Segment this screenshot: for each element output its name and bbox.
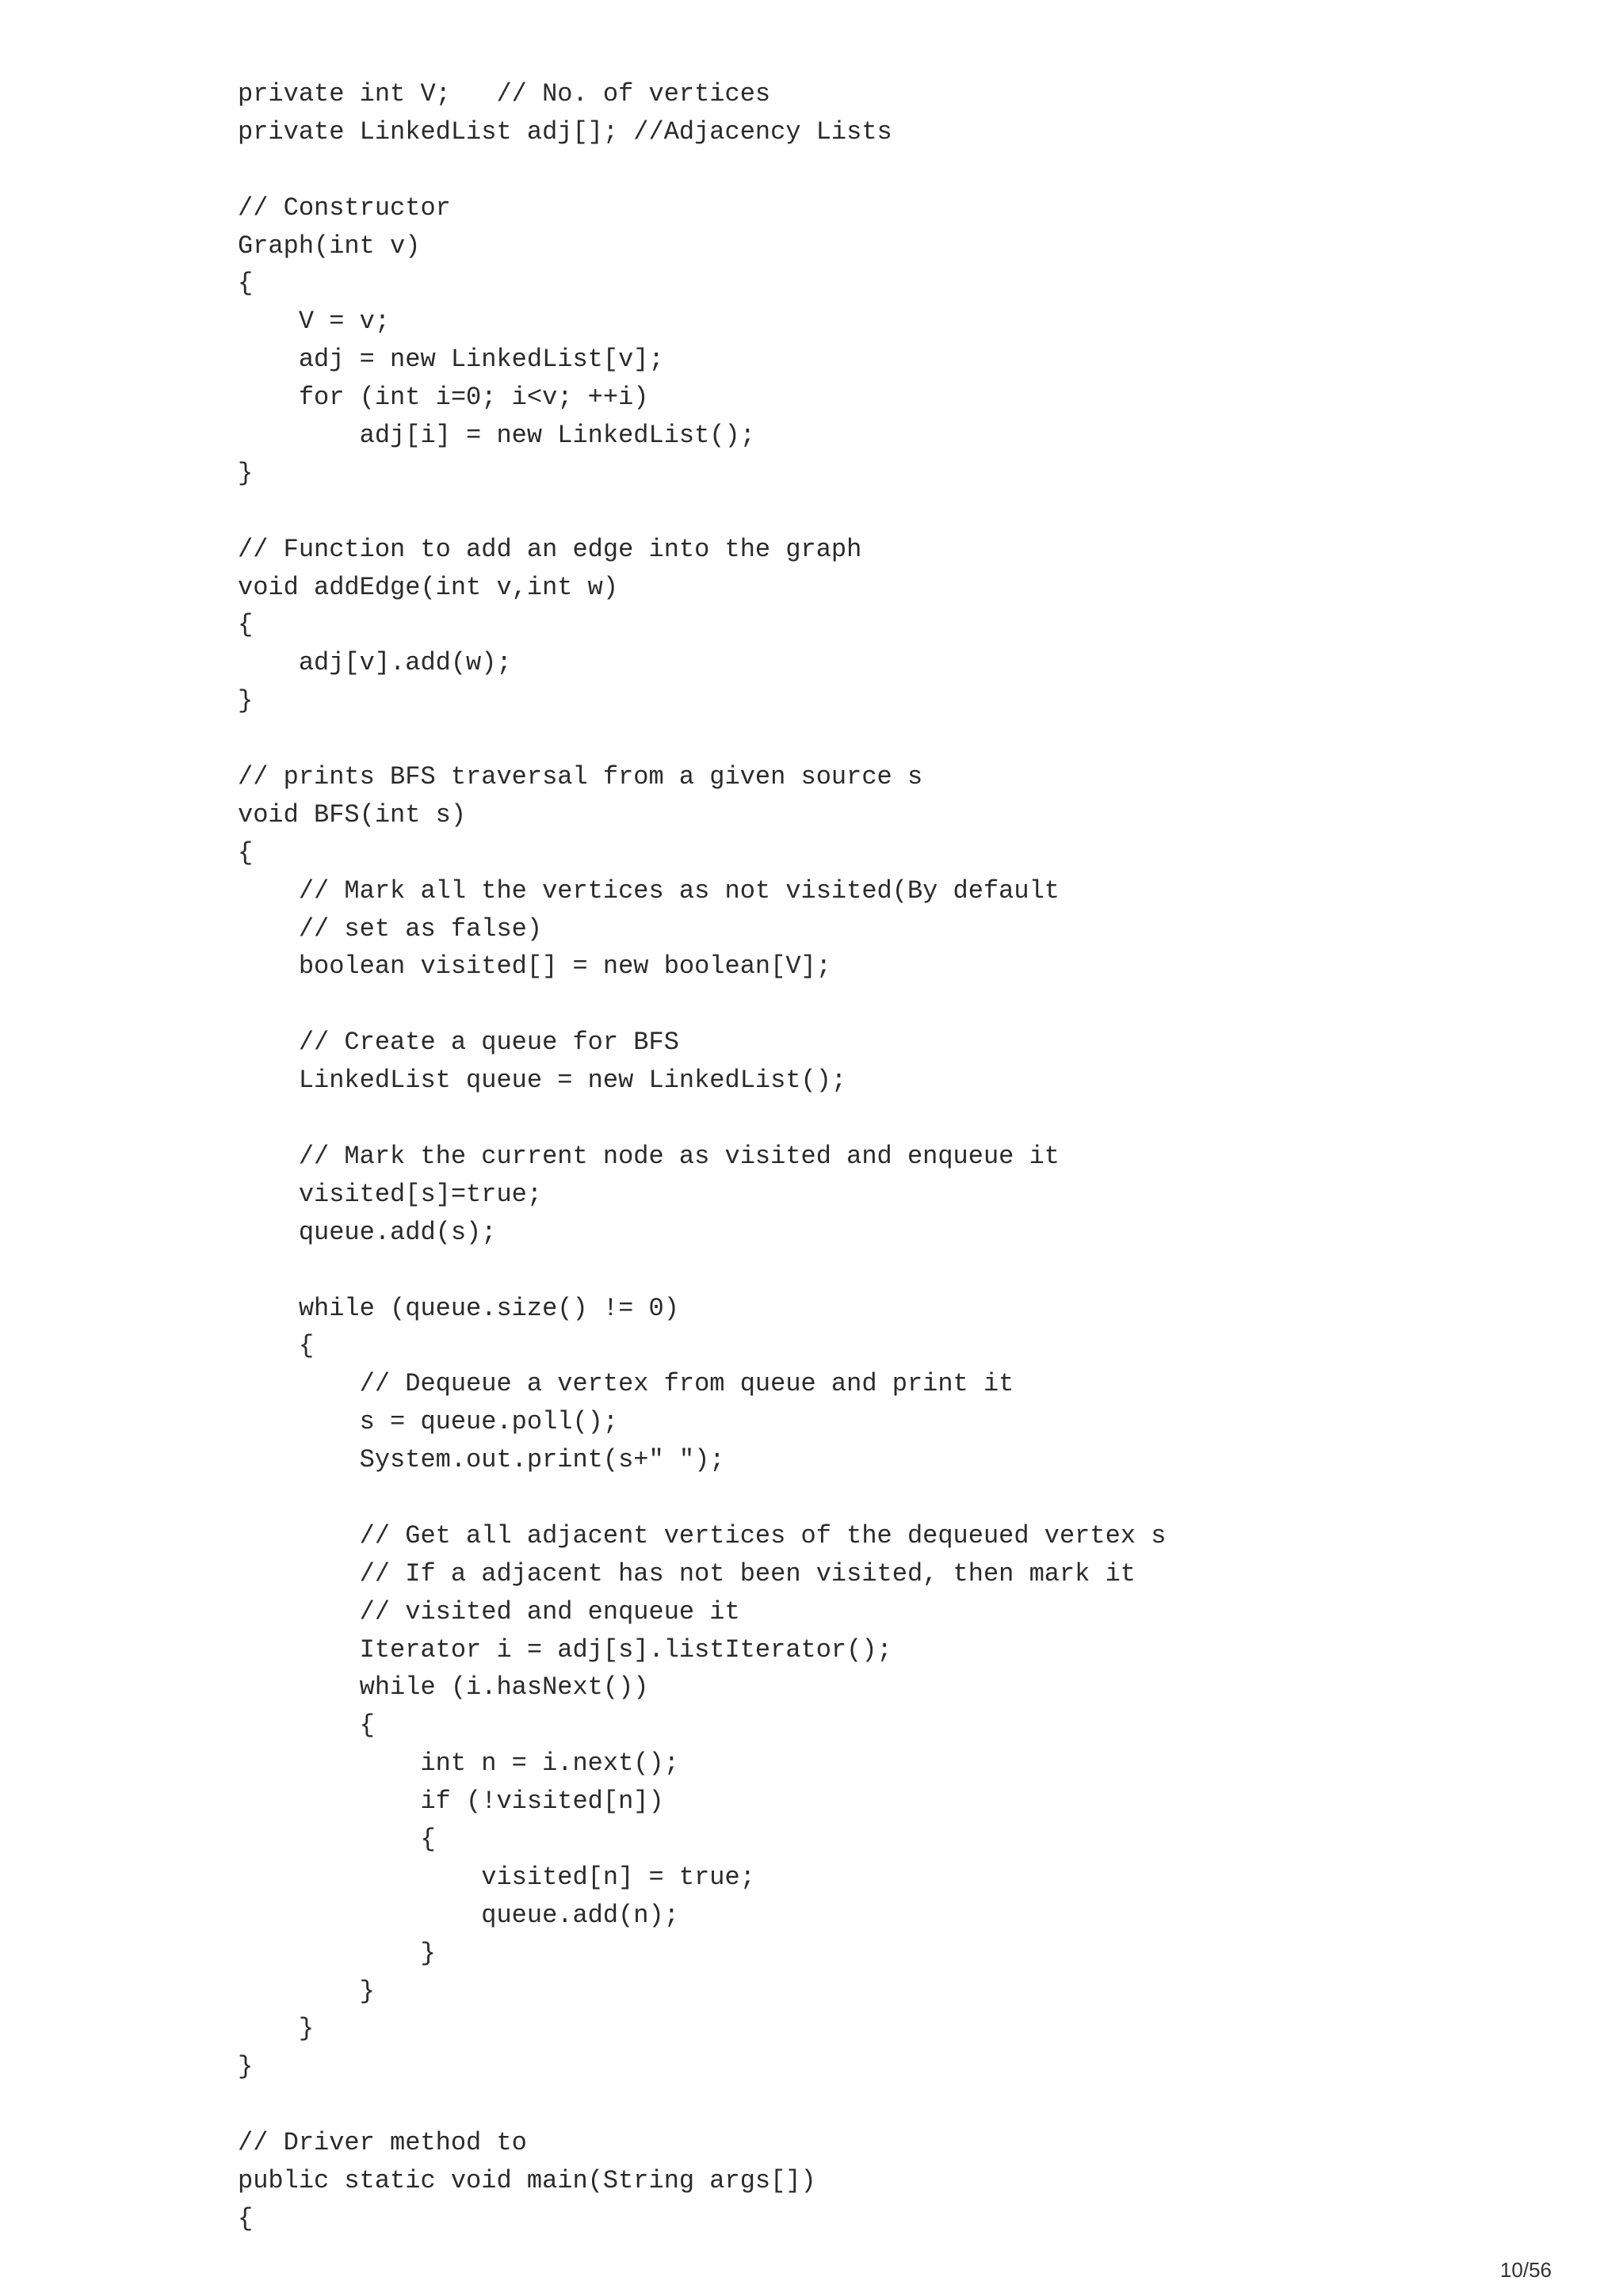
- code-line: visited[n] = true;: [238, 1862, 755, 1892]
- code-line: // prints BFS traversal from a given source s: [238, 762, 923, 792]
- code-line: {: [238, 610, 254, 640]
- code-line: int n = i.next();: [238, 1749, 679, 1779]
- code-line: // Mark all the vertices as not visited(By default: [238, 875, 1060, 906]
- code-line: visited[s]=true;: [238, 1179, 543, 1209]
- code-line: // set as false): [238, 913, 543, 944]
- code-line: boolean visited[] = new boolean[V];: [238, 952, 831, 982]
- code-line: while (queue.size() != 0): [238, 1293, 679, 1323]
- code-line: {: [238, 1711, 375, 1741]
- code-line: }: [238, 1976, 375, 2006]
- code-line: System.out.print(s+" ");: [238, 1445, 725, 1475]
- code-line: [238, 493, 1585, 531]
- code-line: LinkedList queue = new LinkedList();: [238, 1066, 847, 1096]
- code-line: }: [238, 2014, 315, 2044]
- code-line: queue.add(s);: [238, 1217, 497, 1247]
- code-line: Graph(int v): [238, 231, 421, 261]
- code-line: [238, 2086, 1585, 2124]
- code-line: for (int i=0; i<v; ++i): [238, 383, 649, 413]
- code-line: // Driver method to: [238, 2128, 527, 2158]
- code-line: // Get all adjacent vertices of the dequeued vertex s: [238, 1520, 1167, 1550]
- code-line: queue.add(n);: [238, 1900, 679, 1930]
- code-line: [238, 1100, 1585, 1138]
- code-line: adj[v].add(w);: [238, 648, 512, 678]
- code-line: public static void main(String args[]): [238, 2165, 816, 2195]
- code-line: while (i.hasNext()): [238, 1672, 649, 1703]
- code-line: {: [238, 1331, 315, 1361]
- code-line: private LinkedList adj[]; //Adjacency Lists: [238, 116, 892, 147]
- code-line: V = v;: [238, 307, 391, 337]
- code-line: // Create a queue for BFS: [238, 1028, 679, 1058]
- code-line: // Dequeue a vertex from queue and print it: [238, 1369, 1014, 1399]
- code-line: // If a adjacent has not been visited, then mark it: [238, 1558, 1136, 1589]
- code-line: s = queue.poll();: [238, 1407, 619, 1437]
- code-line: // Function to add an edge into the graph: [238, 534, 862, 564]
- page-number: 10/56: [1499, 2258, 1552, 2282]
- code-line: [238, 151, 1585, 189]
- code-line: {: [238, 269, 254, 299]
- code-line: {: [238, 1824, 436, 1854]
- code-line: {: [238, 2203, 254, 2233]
- code-line: private int V; // No. of vertices: [238, 79, 771, 109]
- code-line: adj = new LinkedList[v];: [238, 345, 664, 375]
- code-line: [238, 986, 1585, 1024]
- code-line: [238, 720, 1585, 758]
- code-line: if (!visited[n]): [238, 1787, 664, 1817]
- code-line: }: [238, 1938, 436, 1968]
- code-line: // Constructor: [238, 193, 451, 223]
- code-line: Iterator i = adj[s].listIterator();: [238, 1634, 892, 1665]
- code-line: [238, 1479, 1585, 1517]
- code-line: }: [238, 458, 254, 488]
- code-block: [238, 75, 1585, 2238]
- code-line: // Mark the current node as visited and enqueue it: [238, 1141, 1060, 1171]
- code-line: void BFS(int s): [238, 799, 467, 830]
- code-line: }: [238, 2052, 254, 2082]
- code-line: [238, 1252, 1585, 1290]
- code-line: void addEdge(int v,int w): [238, 572, 619, 602]
- code-line: {: [238, 837, 254, 868]
- code-line: }: [238, 686, 254, 716]
- code-line: adj[i] = new LinkedList();: [238, 421, 755, 451]
- code-line: // visited and enqueue it: [238, 1596, 740, 1627]
